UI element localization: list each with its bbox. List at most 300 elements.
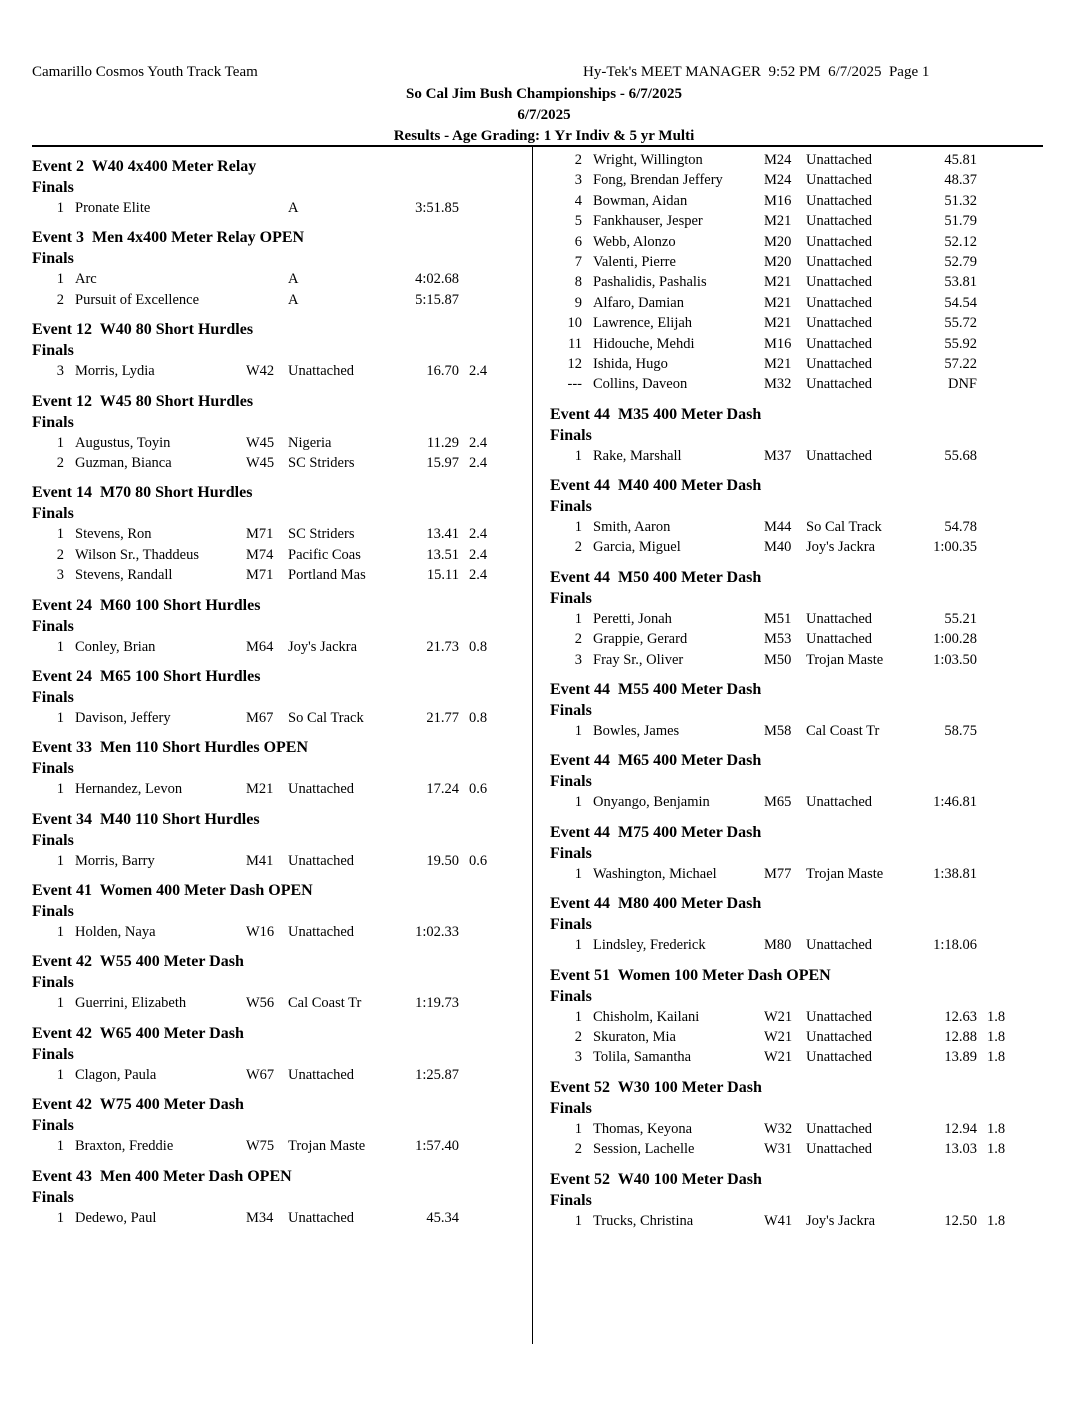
athlete-name: Stevens, Ron — [75, 526, 152, 543]
result-row — [550, 935, 1045, 955]
result-row — [32, 851, 527, 871]
event-title: Event 42 W65 400 Meter Dash — [32, 1024, 244, 1042]
age-group: W21 — [764, 1049, 793, 1066]
team-name: Unattached — [806, 335, 873, 352]
result-mark: 13.51 — [426, 546, 459, 563]
left-column — [32, 147, 527, 1228]
team-name: Cal Coast Tr — [288, 995, 362, 1012]
team-name: Unattached — [806, 213, 873, 230]
result-mark: 13.41 — [426, 526, 459, 543]
spacer — [550, 558, 1045, 567]
result-row — [550, 629, 1045, 649]
age-group: W42 — [246, 363, 275, 380]
team-name: Joy's Jackra — [806, 1212, 876, 1229]
event-block — [550, 404, 1045, 466]
athlete-name: Lawrence, Elijah — [593, 315, 693, 332]
age-group: W75 — [246, 1138, 275, 1155]
place: 1 — [56, 709, 64, 726]
athlete-name: Tolila, Samantha — [593, 1049, 692, 1066]
place: 1 — [56, 526, 64, 543]
result-row — [550, 252, 1045, 272]
athlete-name: Skuraton, Mia — [593, 1028, 676, 1045]
place: 6 — [574, 233, 582, 250]
age-group: W67 — [246, 1066, 275, 1083]
wind-reading: 1.8 — [987, 1141, 1006, 1158]
place: 1 — [56, 271, 64, 288]
age-group: M80 — [764, 937, 792, 954]
event-title: Event 44 M80 400 Meter Dash — [550, 895, 762, 913]
athlete-name: Bowles, James — [593, 723, 680, 740]
result-mark: 55.68 — [944, 447, 977, 464]
place: 2 — [574, 539, 582, 556]
athlete-name: Onyango, Benjamin — [593, 794, 710, 811]
athlete-name: Pursuit of Excellence — [75, 291, 200, 308]
round-label: Finals — [32, 903, 74, 921]
result-mark: 45.81 — [944, 152, 977, 168]
right-column — [550, 147, 1045, 1231]
result-row — [550, 354, 1045, 374]
team-name: So Cal Track — [288, 709, 364, 726]
team-name: Unattached — [806, 631, 873, 648]
age-group: M44 — [764, 519, 792, 536]
result-row — [550, 191, 1045, 211]
result-mark: 45.34 — [426, 1209, 459, 1226]
athlete-name: Alfaro, Damian — [593, 294, 684, 311]
place: 1 — [574, 794, 582, 811]
spacer — [32, 382, 527, 391]
meet-title: So Cal Jim Bush Championships - 6/7/2025 — [406, 86, 682, 102]
result-mark: 12.63 — [944, 1008, 977, 1025]
wind-reading: 2.4 — [469, 567, 488, 584]
wind-reading: 1.8 — [987, 1028, 1006, 1045]
athlete-name: Fong, Brendan Jeffery — [593, 172, 723, 189]
event-title: Event 42 W55 400 Meter Dash — [32, 953, 244, 971]
result-row — [32, 922, 527, 942]
place: --- — [567, 376, 582, 393]
team-name: Pacific Coas — [288, 546, 361, 563]
event-title: Event 3 Men 4x400 Meter Relay OPEN — [32, 229, 305, 247]
athlete-name: Morris, Lydia — [75, 363, 155, 380]
place: 1 — [56, 852, 64, 869]
spacer — [32, 942, 527, 951]
place: 4 — [574, 192, 582, 209]
wind-reading: 0.6 — [469, 781, 488, 798]
round-label: Finals — [550, 844, 592, 862]
team-name: Unattached — [806, 376, 873, 393]
age-group: W32 — [764, 1120, 793, 1137]
team-name: Unattached — [806, 1028, 873, 1045]
event-block — [550, 750, 1045, 812]
spacer — [32, 871, 527, 880]
spacer — [32, 218, 527, 227]
athlete-name: Smith, Aaron — [593, 519, 671, 536]
result-row — [550, 1119, 1045, 1139]
age-group: M64 — [246, 638, 274, 655]
athlete-name: Chisholm, Kailani — [593, 1008, 700, 1025]
event-title: Event 44 M50 400 Meter Dash — [550, 568, 762, 586]
age-group: M51 — [764, 610, 792, 627]
result-row — [550, 150, 1045, 170]
result-row — [550, 1027, 1045, 1047]
athlete-name: Guerrini, Elizabeth — [75, 995, 187, 1012]
result-row — [32, 779, 527, 799]
age-group: W21 — [764, 1008, 793, 1025]
result-row — [550, 446, 1045, 466]
result-row — [32, 565, 527, 585]
place: 1 — [56, 1138, 64, 1155]
place: 1 — [56, 1209, 64, 1226]
wind-reading: 2.4 — [469, 363, 488, 380]
place: 12 — [567, 355, 582, 372]
result-mark: 48.37 — [944, 172, 977, 189]
place: 1 — [56, 924, 64, 941]
team-name: Unattached — [806, 794, 873, 811]
wind-reading: 2.4 — [469, 546, 488, 563]
athlete-name: Guzman, Bianca — [75, 454, 172, 471]
round-label: Finals — [550, 987, 592, 1005]
result-row — [550, 792, 1045, 812]
athlete-name: Pronate Elite — [75, 200, 151, 216]
place: 1 — [574, 519, 582, 536]
result-row — [32, 524, 527, 544]
result-mark: 13.89 — [944, 1049, 977, 1066]
result-row — [550, 609, 1045, 629]
age-group: W45 — [246, 434, 275, 451]
result-row — [550, 537, 1045, 557]
athlete-name: Arc — [75, 271, 97, 288]
spacer — [550, 670, 1045, 679]
event-title: Event 43 Men 400 Meter Dash OPEN — [32, 1167, 292, 1185]
spacer — [32, 800, 527, 809]
place: 1 — [574, 447, 582, 464]
event-block — [550, 679, 1045, 741]
wind-reading: 0.6 — [469, 852, 488, 869]
event-block — [550, 1169, 1045, 1231]
age-group: W56 — [246, 995, 275, 1012]
result-row — [550, 517, 1045, 537]
wind-reading: 2.4 — [469, 526, 488, 543]
team-name: Unattached — [806, 253, 873, 270]
event-block — [32, 482, 527, 585]
result-row — [550, 211, 1045, 231]
place: 3 — [574, 651, 582, 668]
event-block — [32, 1023, 527, 1085]
team-name: Joy's Jackra — [288, 638, 358, 655]
team-name: Unattached — [806, 355, 873, 372]
age-group: M32 — [764, 376, 792, 393]
result-mark: 15.11 — [426, 567, 459, 584]
event-block — [550, 965, 1045, 1068]
team-name: Trojan Maste — [806, 865, 884, 882]
age-group: W16 — [246, 924, 275, 941]
team-name: Unattached — [806, 1120, 873, 1137]
age-group: M40 — [764, 539, 792, 556]
athlete-name: Peretti, Jonah — [593, 610, 672, 627]
team-name: SC Striders — [288, 454, 355, 471]
athlete-name: Washington, Michael — [593, 865, 717, 882]
spacer — [32, 1014, 527, 1023]
spacer — [32, 147, 527, 156]
team-name: Unattached — [806, 152, 873, 168]
place: 11 — [568, 335, 582, 352]
athlete-name: Collins, Daveon — [593, 376, 688, 393]
round-label: Finals — [550, 498, 592, 516]
result-row — [550, 1007, 1045, 1027]
result-row — [550, 1211, 1045, 1231]
result-row — [550, 313, 1045, 333]
place: 7 — [574, 253, 582, 270]
result-mark: 55.72 — [944, 315, 977, 332]
age-group: M74 — [246, 546, 274, 563]
wind-reading: 0.8 — [469, 638, 488, 655]
spacer — [550, 466, 1045, 475]
athlete-name: Hernandez, Levon — [75, 781, 183, 798]
age-group: W41 — [764, 1212, 793, 1229]
team-name: Unattached — [806, 1049, 873, 1066]
result-row — [32, 1136, 527, 1156]
place: 2 — [56, 546, 64, 563]
athlete-name: Lindsley, Frederick — [593, 937, 706, 954]
column-divider — [532, 147, 533, 1344]
athlete-name: Fankhauser, Jesper — [593, 213, 703, 230]
software-stamp: Hy-Tek's MEET MANAGER 9:52 PM 6/7/2025 Page 1 — [583, 64, 930, 80]
age-group: M71 — [246, 526, 274, 543]
event-block — [550, 475, 1045, 558]
result-mark: 11.29 — [426, 434, 459, 451]
result-mark: 21.77 — [426, 709, 459, 726]
result-mark: 12.88 — [944, 1028, 977, 1045]
age-group: M37 — [764, 447, 792, 464]
place: 3 — [56, 363, 64, 380]
result-mark: 1:00.28 — [933, 631, 977, 648]
event-title: Event 24 M60 100 Short Hurdles — [32, 596, 261, 614]
result-mark: 52.12 — [944, 233, 977, 250]
result-row — [32, 1065, 527, 1085]
result-mark: 1:18.06 — [933, 937, 977, 954]
team-name: Joy's Jackra — [806, 539, 876, 556]
wind-reading: 1.8 — [987, 1008, 1006, 1025]
round-label: Finals — [32, 250, 74, 268]
team-name: Unattached — [806, 274, 873, 291]
result-row — [32, 637, 527, 657]
result-mark: 3:51.85 — [415, 200, 459, 216]
event-title: Event 2 W40 4x400 Meter Relay — [32, 158, 257, 175]
age-group: M21 — [764, 274, 792, 291]
team-name: Unattached — [806, 233, 873, 250]
round-label: Finals — [550, 916, 592, 934]
result-mark: 12.50 — [944, 1212, 977, 1229]
round-label: Finals — [32, 688, 74, 706]
place: 2 — [574, 1141, 582, 1158]
spacer — [550, 741, 1045, 750]
result-mark: 16.70 — [426, 363, 459, 380]
spacer — [550, 1068, 1045, 1077]
event-title: Event 42 W75 400 Meter Dash — [32, 1096, 244, 1114]
spacer — [32, 473, 527, 482]
relay-letter: A — [288, 271, 299, 288]
result-mark: 54.78 — [944, 519, 977, 536]
result-row — [32, 290, 527, 310]
result-mark: 1:00.35 — [933, 539, 977, 556]
athlete-name: Holden, Naya — [75, 924, 156, 941]
result-mark: 55.21 — [944, 610, 977, 627]
event-title: Event 14 M70 80 Short Hurdles — [32, 484, 253, 502]
round-label: Finals — [32, 179, 74, 196]
place: 1 — [574, 1120, 582, 1137]
round-label: Finals — [32, 1117, 74, 1135]
team-name: Unattached — [288, 363, 355, 380]
place: 2 — [574, 1028, 582, 1045]
place: 1 — [56, 1066, 64, 1083]
athlete-name: Hidouche, Mehdi — [593, 335, 695, 352]
place: 1 — [574, 723, 582, 740]
place: 1 — [56, 638, 64, 655]
age-group: M24 — [764, 152, 792, 168]
age-group: M65 — [764, 794, 792, 811]
age-group: M41 — [246, 852, 274, 869]
place: 10 — [567, 315, 582, 332]
results-title: Results - Age Grading: 1 Yr Indiv & 5 yr Multi — [393, 128, 695, 144]
athlete-name: Davison, Jeffery — [75, 709, 171, 726]
team-name: Unattached — [806, 1008, 873, 1025]
event-block — [32, 951, 527, 1013]
round-label: Finals — [550, 1099, 592, 1117]
athlete-name: Valenti, Pierre — [593, 253, 676, 270]
place: 8 — [574, 274, 582, 291]
round-label: Finals — [32, 505, 74, 523]
athlete-name: Rake, Marshall — [593, 447, 682, 464]
meet-date: 6/7/2025 — [517, 107, 571, 123]
event-title: Event 12 W45 80 Short Hurdles — [32, 392, 254, 410]
result-mark: 57.22 — [944, 355, 977, 372]
result-row — [32, 1208, 527, 1228]
team-name: Unattached — [288, 781, 355, 798]
athlete-name: Webb, Alonzo — [593, 233, 676, 250]
place: 2 — [56, 454, 64, 471]
athlete-name: Ishida, Hugo — [593, 355, 668, 372]
age-group: M20 — [764, 253, 792, 270]
athlete-name: Dedewo, Paul — [75, 1209, 157, 1226]
result-mark: 15.97 — [426, 454, 459, 471]
athlete-name: Session, Lachelle — [593, 1141, 695, 1158]
team-name: Unattached — [806, 294, 873, 311]
spacer — [32, 1085, 527, 1094]
age-group: M34 — [246, 1209, 274, 1226]
result-mark: 19.50 — [426, 852, 459, 869]
age-group: M24 — [764, 172, 792, 189]
place: 1 — [56, 200, 64, 216]
event-block — [32, 1094, 527, 1156]
wind-reading: 1.8 — [987, 1049, 1006, 1066]
age-group: W21 — [764, 1028, 793, 1045]
team-name: SC Striders — [288, 526, 355, 543]
round-label: Finals — [32, 831, 74, 849]
event-block — [32, 391, 527, 474]
result-mark: 58.75 — [944, 723, 977, 740]
place: 1 — [574, 865, 582, 882]
result-row — [32, 708, 527, 728]
age-group: M21 — [764, 213, 792, 230]
place: 2 — [56, 291, 64, 308]
result-row — [550, 650, 1045, 670]
result-row — [550, 232, 1045, 252]
result-row — [550, 272, 1045, 292]
round-label: Finals — [32, 617, 74, 635]
team-name: Trojan Maste — [806, 651, 884, 668]
age-group: M16 — [764, 335, 792, 352]
wind-reading: 2.4 — [469, 454, 488, 471]
team-name: Unattached — [806, 610, 873, 627]
athlete-name: Augustus, Toyin — [75, 434, 171, 451]
result-mark: 51.32 — [944, 192, 977, 209]
place: 3 — [574, 172, 582, 189]
team-name: Unattached — [806, 192, 873, 209]
result-row — [32, 993, 527, 1013]
result-mark: 13.03 — [944, 1141, 977, 1158]
athlete-name: Bowman, Aidan — [593, 192, 688, 209]
event-title: Event 44 M35 400 Meter Dash — [550, 405, 762, 423]
athlete-name: Trucks, Christina — [593, 1212, 694, 1229]
age-group: M77 — [764, 865, 792, 882]
result-mark: 53.81 — [944, 274, 977, 291]
athlete-name: Clagon, Paula — [75, 1066, 157, 1083]
event-title: Event 52 W40 100 Meter Dash — [550, 1170, 762, 1188]
age-group: M20 — [764, 233, 792, 250]
wind-reading: 2.4 — [469, 434, 488, 451]
event-block — [32, 1166, 527, 1228]
result-row — [550, 864, 1045, 884]
result-row — [32, 198, 527, 218]
continued-event-block — [550, 150, 1045, 395]
result-mark: 4:02.68 — [415, 271, 459, 288]
team-name: Unattached — [806, 447, 873, 464]
team-name: Camarillo Cosmos Youth Track Team — [32, 64, 258, 80]
event-block — [550, 567, 1045, 670]
round-label: Finals — [550, 589, 592, 607]
age-group: M58 — [764, 723, 792, 740]
spacer — [550, 1160, 1045, 1169]
event-block — [550, 1077, 1045, 1160]
result-row — [32, 453, 527, 473]
result-mark: 1:57.40 — [415, 1138, 459, 1155]
result-mark: 1:03.50 — [933, 651, 977, 668]
round-label: Finals — [32, 974, 74, 992]
spacer — [32, 657, 527, 666]
event-block — [32, 156, 527, 218]
event-title: Event 44 M40 400 Meter Dash — [550, 477, 762, 495]
place: 5 — [574, 213, 582, 230]
spacer — [550, 813, 1045, 822]
result-mark: 5:15.87 — [415, 291, 459, 308]
round-label: Finals — [550, 773, 592, 791]
result-mark: 55.92 — [944, 335, 977, 352]
round-label: Finals — [32, 342, 74, 360]
result-row — [32, 433, 527, 453]
event-block — [550, 822, 1045, 884]
result-mark: DNF — [947, 376, 977, 393]
event-block — [32, 227, 527, 310]
result-row — [550, 374, 1045, 394]
spacer — [32, 586, 527, 595]
team-name: Unattached — [806, 937, 873, 954]
team-name: Unattached — [806, 1141, 873, 1158]
round-label: Finals — [32, 413, 74, 431]
result-mark: 1:38.81 — [933, 865, 977, 882]
age-group: W45 — [246, 454, 275, 471]
result-mark: 12.94 — [944, 1120, 977, 1137]
round-label: Finals — [32, 1045, 74, 1063]
team-name: Trojan Maste — [288, 1138, 366, 1155]
